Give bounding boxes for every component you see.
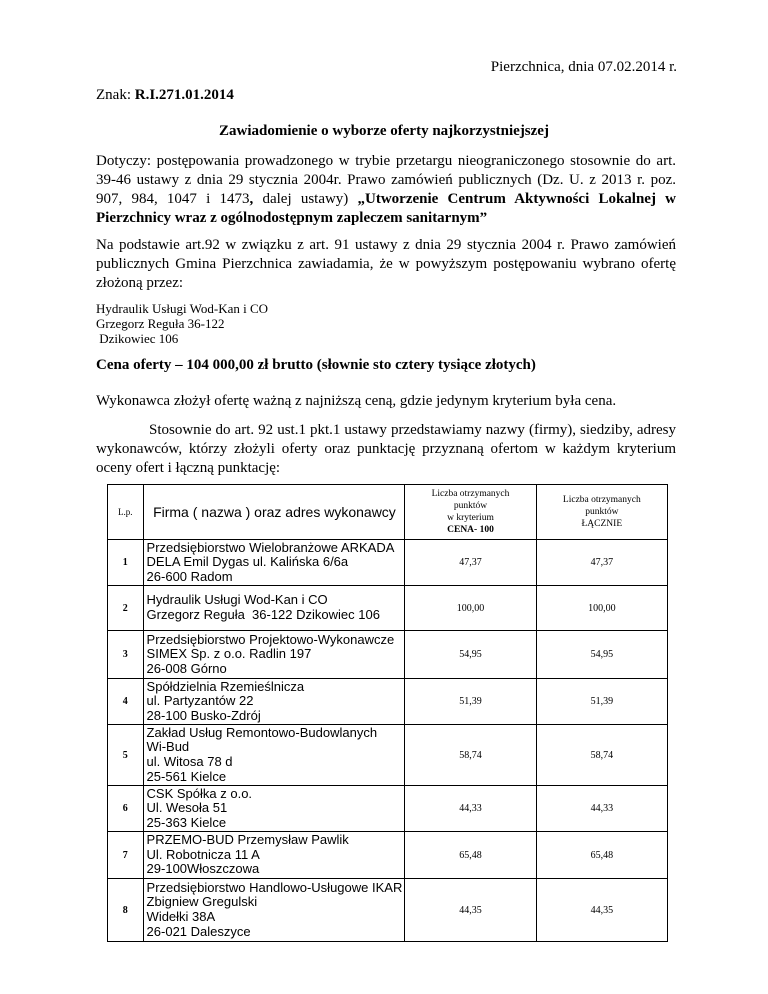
- row-criterion-score: 65,48: [405, 832, 536, 879]
- row-criterion-score: 47,37: [405, 540, 536, 586]
- row-total-score: 58,74: [536, 725, 667, 786]
- row-firm-line: 26-021 Daleszyce: [146, 923, 251, 939]
- table-row: [108, 679, 668, 725]
- row-firm-line: ul. Partyzantów 22: [146, 693, 254, 709]
- row-total-score: 47,37: [536, 540, 667, 586]
- winner-line-3: Dzikowiec 106: [96, 331, 179, 346]
- row-firm-line: DELA Emil Dygas ul. Kalińska 6/6a: [146, 554, 349, 570]
- row-firm-line: 26-008 Górno: [146, 660, 227, 676]
- header-score-total-line: ŁĄCZNIE: [581, 519, 623, 529]
- row-firm-line: Hydraulik Usługi Wod-Kan i CO: [146, 592, 328, 608]
- row-firm: [143, 540, 405, 586]
- header-score-criterion-line: w kryterium: [447, 513, 494, 523]
- table-row: [108, 879, 668, 942]
- row-firm: [143, 725, 405, 786]
- reference-sign: [96, 86, 234, 105]
- table-row: [108, 725, 668, 786]
- row-lp: 3: [108, 631, 144, 679]
- header-score-criterion-line: CENA- 100: [447, 525, 494, 535]
- row-criterion-score: 44,35: [405, 879, 536, 942]
- offers-table: [107, 484, 668, 942]
- row-firm-line: PRZEMO-BUD Przemysław Pawlik: [146, 832, 349, 848]
- winner-block: [96, 301, 268, 346]
- winner-line-2: Grzegorz Reguła 36-122: [96, 316, 225, 331]
- intro-paragraph: Na podstawie art.92 w związku z art. 91 ustawy z dnia 29 stycznia 2004 r. Prawo zamówień publicznych Gmina Pierzchnica zawiadamia, że w powyższym postępowaniu wybrano ofertę złożoną przez:: [96, 237, 676, 291]
- row-lp: 4: [108, 679, 144, 725]
- header-score-total: [536, 485, 667, 540]
- row-firm-line: 25-561 Kielce: [146, 768, 227, 784]
- row-firm-line: Zbigniew Gregulski: [146, 894, 258, 910]
- header-score-total-line: punktów: [585, 507, 619, 517]
- table-header-row: [108, 485, 668, 540]
- row-firm: [143, 879, 405, 942]
- table-row: [108, 631, 668, 679]
- place-date: Pierzchnica, dnia 07.02.2014 r.: [490, 59, 677, 75]
- subject-bold: „Utworzenie Centrum Aktywności Lokalnej w Pierzchnicy wraz z ogólnodostępnym zapleczem sanitarnym”: [96, 191, 676, 226]
- row-criterion-score: 100,00: [405, 586, 536, 631]
- row-firm-line: 25-363 Kielce: [146, 814, 227, 830]
- row-total-score: 44,35: [536, 879, 667, 942]
- subject-plain: Dotyczy: postępowania prowadzonego w trybie przetargu nieograniczonego stosownie do art. 39-46 ustawy z dnia 29 stycznia 2004r. Prawo zamówień publicznych (Dz. U. z 2013 r. poz. 907, 984, 1047 i 1473: [96, 153, 676, 207]
- table-row: [108, 832, 668, 879]
- row-firm-line: 29-100Włoszczowa: [146, 861, 260, 877]
- subject-plain-2: dalej ustawy): [253, 191, 358, 207]
- row-firm-line: ul. Witosa 78 d: [146, 754, 233, 769]
- header-score-criterion-line: Liczba otrzymanych: [431, 489, 510, 499]
- row-criterion-score: 58,74: [405, 725, 536, 786]
- table-row: [108, 540, 668, 586]
- row-lp: 2: [108, 586, 144, 631]
- row-criterion-score: 54,95: [405, 631, 536, 679]
- row-firm-line: SIMEX Sp. z o.o. Radlin 197: [146, 646, 312, 662]
- document-title: Zawiadomienie o wyborze oferty najkorzystniejszej: [219, 123, 549, 139]
- row-lp: 5: [108, 725, 144, 786]
- header-score-criterion-line: punktów: [453, 501, 488, 511]
- listing-intro-paragraph: Stosownie do art. 92 ust.1 pkt.1 ustawy przedstawiamy nazwy (firmy), siedziby, adresy wykonawców, którzy złożyli oferty oraz punktację przyznaną ofertom w każdym kryterium oceny ofert i łączną punktację:: [96, 422, 676, 476]
- row-firm-line: Wi-Bud: [146, 739, 190, 755]
- row-firm-line: 28-100 Busko-Zdrój: [146, 707, 261, 723]
- row-firm: [143, 786, 405, 832]
- header-lp: L.p.: [108, 485, 144, 540]
- subject-paragraph: [96, 152, 676, 228]
- row-total-score: 100,00: [536, 586, 667, 631]
- reference-sign-value: R.I.271.01.2014: [134, 87, 234, 103]
- row-firm: [143, 679, 405, 725]
- row-firm-line: Przedsiębiorstwo Projektowo-Wykonawcze: [146, 631, 395, 647]
- row-firm-line: Ul. Wesoła 51: [146, 800, 228, 816]
- row-firm-line: CSK Spółka z o.o.: [146, 785, 253, 801]
- row-firm-line: Przedsiębiorstwo Wielobranżowe ARKADA: [146, 539, 395, 555]
- reference-sign-label: Znak:: [96, 87, 135, 103]
- header-firm: Firma ( nazwa ) oraz adres wykonawcy: [143, 485, 405, 540]
- row-lp: 7: [108, 832, 144, 879]
- row-lp: 1: [108, 540, 144, 586]
- row-firm-line: Widełki 38A: [146, 909, 216, 924]
- winner-line-1: Hydraulik Usługi Wod-Kan i CO: [96, 301, 269, 316]
- subject-bold-comma: ,: [249, 191, 254, 207]
- row-firm-line: Przedsiębiorstwo Handlowo-Usługowe IKAR: [146, 879, 403, 895]
- row-criterion-score: 51,39: [405, 679, 536, 725]
- table-row: [108, 586, 668, 631]
- row-total-score: 44,33: [536, 786, 667, 832]
- row-firm: [143, 631, 405, 679]
- header-score-criterion: [405, 485, 536, 540]
- row-total-score: 51,39: [536, 679, 667, 725]
- reason-line: Wykonawca złożył ofertę ważną z najniższą ceną, gdzie jedynym kryterium była cena.: [96, 393, 617, 409]
- header-score-total-line: Liczba otrzymanych: [562, 495, 641, 505]
- row-lp: 6: [108, 786, 144, 832]
- row-lp: 8: [108, 879, 144, 942]
- row-total-score: 54,95: [536, 631, 667, 679]
- row-firm-line: Ul. Robotnicza 11 A: [146, 846, 260, 862]
- price-line: Cena oferty – 104 000,00 zł brutto (słownie sto cztery tysiące złotych): [96, 357, 536, 373]
- row-total-score: 65,48: [536, 832, 667, 879]
- row-criterion-score: 44,33: [405, 786, 536, 832]
- row-firm-line: 26-600 Radom: [146, 568, 233, 584]
- table-row: [108, 786, 668, 832]
- row-firm-line: Spółdzielnia Rzemieślnicza: [146, 678, 305, 694]
- row-firm: [143, 832, 405, 879]
- row-firm-line: Grzegorz Reguła 36-122 Dzikowiec 106: [146, 607, 380, 622]
- row-firm: [143, 586, 405, 631]
- row-firm-line: Zakład Usług Remontowo-Budowlanych: [146, 724, 378, 740]
